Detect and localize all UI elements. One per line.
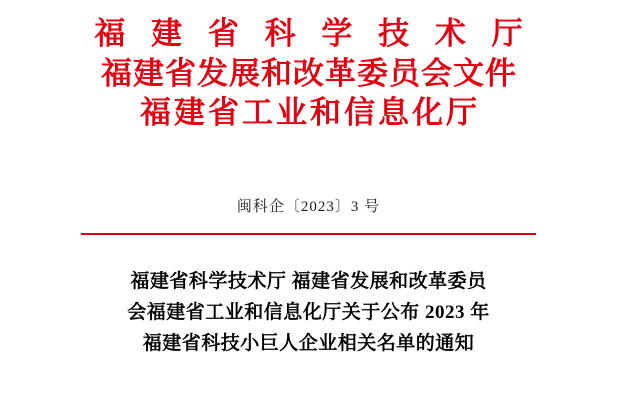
masthead-line-3: 福建省工业和信息化厅 (140, 95, 480, 131)
masthead-line-2: 福建省发展和改革委员会文件 (101, 55, 517, 91)
document-title (79, 267, 539, 359)
masthead-line-1: 福 建 省 科 学 技 术 厅 (94, 16, 532, 51)
title-line-2: 会福建省工业和信息化厅关于公布 2023 年 (127, 301, 490, 323)
title-line-1: 福建省科学技术厅 福建省发展和改革委员 (130, 271, 487, 293)
document-number: 闽科企〔2023〕3 号 (236, 199, 381, 216)
title-line-3: 福建省科技小巨人企业相关名单的通知 (142, 332, 475, 354)
masthead (0, 0, 617, 133)
red-divider-rule (81, 233, 536, 235)
